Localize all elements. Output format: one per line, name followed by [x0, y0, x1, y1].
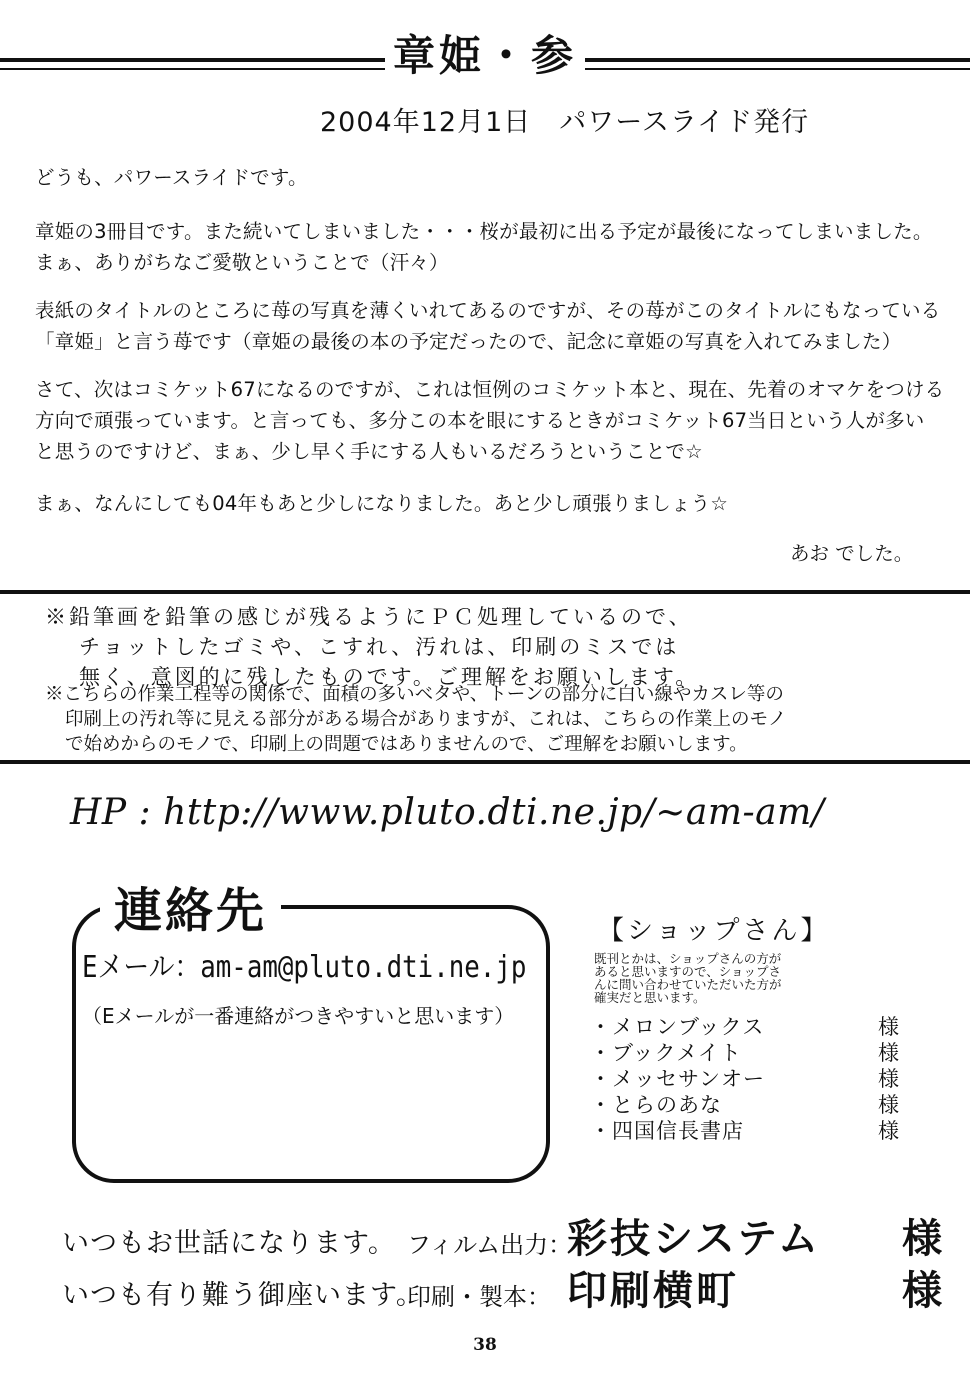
- production-notice: [45, 682, 955, 757]
- shop-item: [590, 1092, 920, 1118]
- shop-honorific: 様: [878, 1041, 900, 1065]
- shop-honorific: 様: [878, 1067, 900, 1091]
- pencil-notice: [45, 602, 955, 692]
- shop-name: ・四国信長書店: [590, 1119, 744, 1143]
- shop-name: ・メッセサンオー: [590, 1067, 765, 1091]
- notice-line: ※鉛筆画を鉛筆の感じが残るようにＰＣ処理しているので、: [45, 605, 693, 629]
- shop-honorific: 様: [878, 1119, 900, 1143]
- greeting: [35, 162, 950, 193]
- contact-email-note: （Eメールが一番連絡がつきやすいと思います）: [82, 1004, 515, 1028]
- paragraph-1: [35, 216, 950, 278]
- shop-name: ・ブックメイト: [590, 1041, 742, 1065]
- signature: あお でした。: [790, 542, 914, 565]
- paragraph-line: まぁ、なんにしても04年もあと少しになりました。あと少し頑張りましょう☆: [35, 492, 728, 515]
- paragraph-4: [35, 488, 950, 519]
- thanks-print: [62, 1264, 952, 1316]
- thanks-company: 彩技システム: [567, 1215, 821, 1262]
- notice-line: ※こちらの作業工程等の関係で、面積の多いベタや、トーンの部分に白い線やカスレ等の: [45, 684, 784, 705]
- paragraph-line: 表紙のタイトルのところに苺の写真を薄くいれてあるのですが、その苺がこのタイトルにもなっている: [35, 299, 941, 322]
- shop-item: [590, 1066, 920, 1092]
- shop-list: [590, 1014, 920, 1144]
- shop-note-line: んに問い合わせていただいた方が: [594, 977, 782, 992]
- paragraph-line: まぁ、ありがちなご愛敬ということで（汗々）: [35, 251, 449, 274]
- shop-honorific: 様: [878, 1015, 900, 1039]
- shop-item: [590, 1118, 920, 1144]
- thanks-company: 印刷横町: [567, 1267, 739, 1314]
- contact-heading: 連絡先: [100, 872, 281, 941]
- paragraph-line: 章姫の3冊目です。また続いてしまいました・・・桜が最初に出る予定が最後になってしまいました。: [35, 220, 933, 243]
- shop-item: [590, 1040, 920, 1066]
- shop-note: [594, 952, 924, 1004]
- thanks-honorific: 様: [902, 1215, 942, 1262]
- paragraph-2: [35, 295, 950, 357]
- paragraph-line: 「章姫」と言う苺です（章姫の最後の本の予定だったので、記念に章姫の写真を入れてみました）: [35, 330, 902, 353]
- notice-line: 印刷上の汚れ等に見える部分がある場合がありますが、これは、こちらの作業上のモノ: [65, 709, 787, 730]
- thanks-lead: いつも有り難う御座います。: [62, 1280, 424, 1311]
- notice-line: で始めからのモノで、印刷上の問題ではありませんので、ご理解をお願いします。: [65, 734, 748, 755]
- thanks-film: [62, 1212, 952, 1264]
- contact-email: Eメール：am-am@pluto.dti.ne.jp: [82, 950, 527, 985]
- shop-honorific: 様: [878, 1093, 900, 1117]
- thanks-honorific: 様: [902, 1267, 942, 1314]
- paragraph-line: 方向で頑張っています。と言っても、多分この本を眼にするときがコミケット67当日という人が多い: [35, 409, 925, 432]
- homepage-url: HP : http://www.pluto.dti.ne.jp/~am-am/: [70, 792, 825, 833]
- paragraph-3: [35, 374, 950, 467]
- page-title: 章姫・参: [385, 26, 585, 86]
- paragraph-line: と思うのですけど、まぁ、少し早く手にする人もいるだろうということで☆: [35, 440, 703, 463]
- shop-name: ・メロンブックス: [590, 1015, 765, 1039]
- notice-line: 無く、意図的に残したものです。ご理解をお願いします。: [79, 665, 700, 689]
- shop-item: [590, 1014, 920, 1040]
- notice-line: チョットしたゴミや、こすれ、汚れは、印刷のミスでは: [79, 635, 680, 659]
- shop-note-line: あると思いますので、ショップさ: [594, 964, 782, 979]
- greeting-line: どうも、パワースライドです。: [35, 166, 308, 189]
- paragraph-line: さて、次はコミケット67になるのですが、これは恒例のコミケット本と、現在、先着のオマケをつける: [35, 378, 945, 401]
- shop-note-line: 確実だと思います。: [594, 990, 706, 1005]
- shop-title: 【ショップさん】: [598, 916, 830, 946]
- publication-date: 2004年12月1日 パワースライド発行: [320, 107, 810, 138]
- shop-name: ・とらのあな: [590, 1093, 722, 1117]
- notice-rule-top: [0, 590, 970, 594]
- thanks-role: 印刷・製本：: [407, 1283, 551, 1311]
- thanks-role: フィルム出力：: [407, 1231, 573, 1259]
- shop-note-line: 既刊とかは、ショップさんの方が: [594, 951, 782, 966]
- thanks-lead: いつもお世話になります。: [62, 1228, 396, 1259]
- notice-rule-bottom: [0, 760, 970, 764]
- page-number: 38: [473, 1335, 497, 1355]
